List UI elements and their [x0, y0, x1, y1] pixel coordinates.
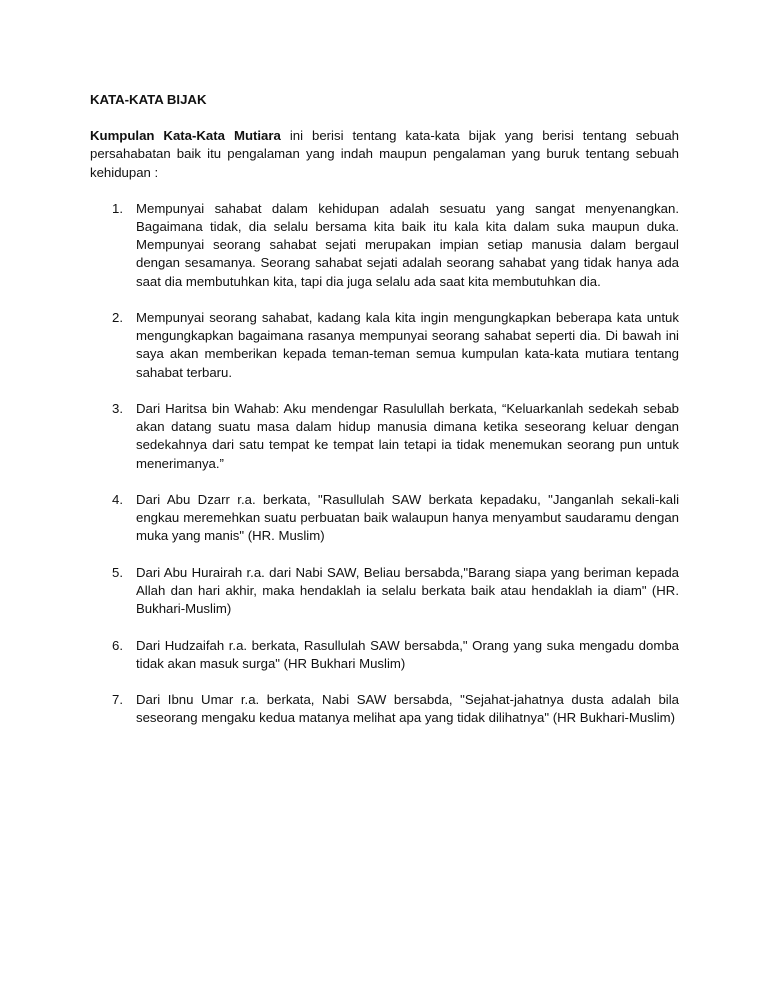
list-item	[90, 637, 679, 673]
list-item-text: Dari Haritsa bin Wahab: Aku mendengar Rasulullah berkata, “Keluarkanlah sedekah sebab akan datang suatu masa dalam hidup manusia dimana ketika seseorang keluar dengan sedekahnya dari satu tempat ke tempat lain tetapi ia tidak menemukan seorang pun untuk menerimanya.”	[136, 401, 679, 471]
intro-text: ini berisi tentang kata-kata bijak yang berisi tentang sebuah persahabatan baik itu pengalaman yang indah maupun pengalaman yang buruk tentang sebuah kehidupan :	[90, 128, 679, 180]
quote-list	[90, 200, 679, 728]
list-item	[90, 491, 679, 546]
list-item	[90, 400, 679, 473]
list-item	[90, 200, 679, 291]
list-item-text: Dari Abu Dzarr r.a. berkata, "Rasullulah SAW berkata kepadaku, "Janganlah sekali-kali engkau meremehkan suatu perbuatan baik walaupun hanya menyambut saudaramu dengan muka yang manis" (HR. Muslim)	[136, 492, 679, 544]
intro-bold-lead: Kumpulan Kata-Kata Mutiara	[90, 128, 281, 144]
list-item	[90, 691, 679, 727]
list-item	[90, 564, 679, 619]
list-item-number: 7.	[112, 692, 123, 708]
list-item-text: Mempunyai seorang sahabat, kadang kala kita ingin mengungkapkan beberapa kata untuk mengungkapkan bagaimana rasanya mempunyai seorang sahabat seperti dia. Di bawah ini saya akan memberikan kepada teman-teman semua kumpulan kata-kata mutiara tentang sahabat terbaru.	[136, 310, 679, 380]
document-title: KATA-KATA BIJAK	[90, 92, 207, 107]
list-item-text: Dari Ibnu Umar r.a. berkata, Nabi SAW bersabda, "Sejahat-jahatnya dusta adalah bila seseorang mengaku kedua matanya melihat apa yang tidak dilihatnya" (HR Bukhari-Muslim)	[136, 692, 679, 726]
list-item-number: 1.	[112, 200, 123, 216]
list-item-number: 6.	[112, 637, 123, 653]
list-item-text: Dari Hudzaifah r.a. berkata, Rasullulah SAW bersabda," Orang yang suka mengadu domba tidak akan masuk surga" (HR Bukhari Muslim)	[136, 637, 679, 671]
list-item-number: 3.	[112, 401, 123, 417]
list-item-text: Mempunyai sahabat dalam kehidupan adalah sesuatu yang sangat menyenangkan. Bagaimana tidak, dia selalu bersama kita baik itu kala kita dalam suka maupun duka. Mempunyai seorang sahabat sejati merupakan impian setiap manusia dalam bergaul dengan sesamanya. Seorang sahabat sejati adalah seorang sahabat yang tidak hanya ada saat dia membutuhkan kita, tapi dia juga selalu ada saat kita membutuhkan dia.	[136, 200, 679, 289]
list-item-text: Dari Abu Hurairah r.a. dari Nabi SAW, Beliau bersabda,"Barang siapa yang beriman kepada Allah dan hari akhir, maka hendaklah ia selalu berkata baik atau hendaklah ia diam" (HR. Bukhari-Muslim)	[136, 564, 679, 617]
list-item-number: 2.	[112, 310, 123, 326]
document-page	[90, 91, 679, 746]
intro-paragraph	[90, 127, 679, 182]
list-item	[90, 309, 679, 382]
list-item-number: 4.	[112, 492, 123, 508]
list-item-number: 5.	[112, 564, 123, 580]
